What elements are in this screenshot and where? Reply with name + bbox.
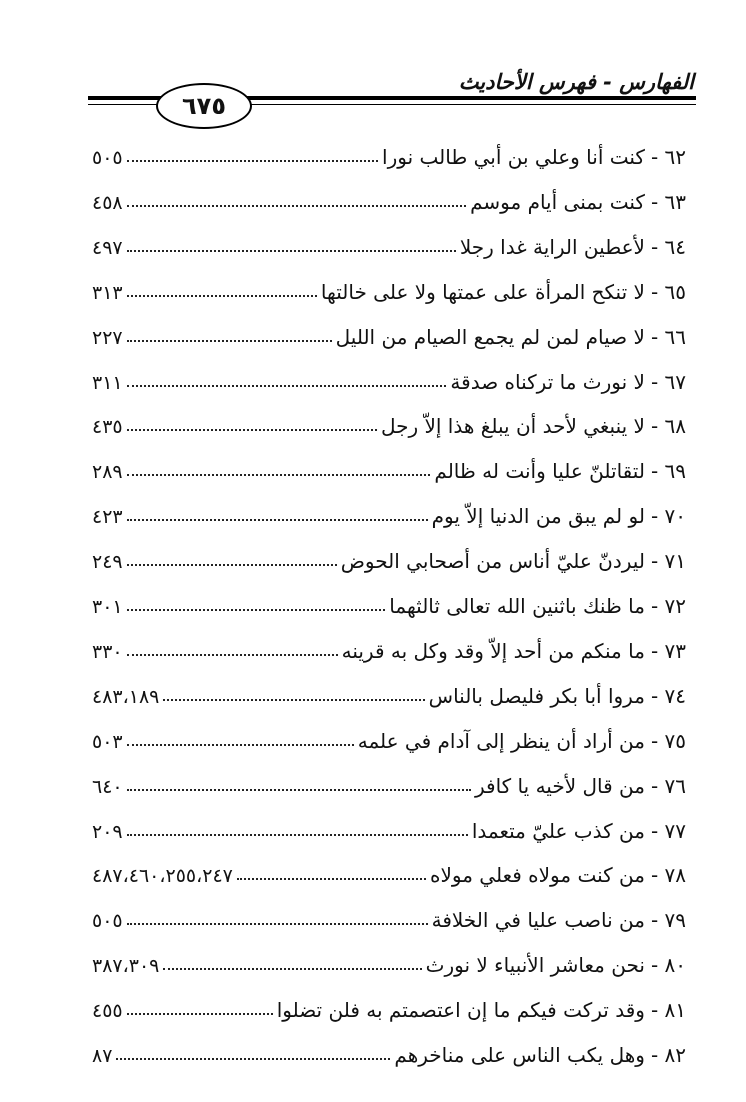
entry-number: ٦٨ - xyxy=(650,414,686,439)
index-entry xyxy=(92,898,686,932)
entry-page-numbers: ٣١١ xyxy=(92,371,123,394)
entry-hadith-text: لا نورث ما تركناه صدقة xyxy=(450,369,645,394)
entry-page-numbers: ٢٠٩ xyxy=(92,820,123,843)
entry-number: ٦٢ - xyxy=(650,145,686,169)
entry-hadith-text: نحن معاشر الأنبياء لا نورث xyxy=(425,953,645,978)
dot-leader xyxy=(127,744,354,746)
index-entry xyxy=(92,1033,686,1067)
entry-number: ٧٤ - xyxy=(650,683,686,708)
index-entry xyxy=(92,988,686,1022)
index-entry xyxy=(92,494,686,528)
entry-number: ٦٣ - xyxy=(650,189,686,214)
index-entry xyxy=(92,539,686,573)
dot-leader xyxy=(163,968,421,970)
index-entry xyxy=(92,764,686,798)
entry-hadith-text: لو لم يبق من الدنيا إلاّ يوم xyxy=(431,504,645,529)
entry-page-numbers: ٢٢٧ xyxy=(92,326,123,349)
index-entry xyxy=(92,135,686,169)
entry-hadith-text: لتقاتلنّ عليا وأنت له ظالم xyxy=(434,459,645,484)
entry-hadith-text: من أراد أن ينظر إلى آدام في علمه xyxy=(357,728,645,753)
entry-number: ٦٧ - xyxy=(650,369,686,394)
entry-hadith-text: من قال لأخيه يا كافر xyxy=(474,773,645,798)
entry-number: ٧٧ - xyxy=(650,818,686,843)
entry-number: ٦٦ - xyxy=(650,324,686,349)
entry-hadith-text: لا تنكح المرأة على عمتها ولا على خالتها xyxy=(320,279,645,304)
entry-page-numbers: ٤٢٣ xyxy=(92,506,123,529)
dot-leader xyxy=(127,923,428,925)
index-entry xyxy=(92,404,686,438)
dot-leader xyxy=(127,654,338,656)
entry-hadith-text: ما ظنك باثنين الله تعالى ثالثهما xyxy=(389,594,645,618)
page-number: ٦٧٥ xyxy=(156,83,252,129)
dot-leader xyxy=(163,699,424,701)
entry-page-numbers: ٤٣٥ xyxy=(92,416,123,439)
entry-page-numbers: ٤٥٨ xyxy=(92,191,123,214)
index-entry xyxy=(92,270,686,304)
entry-hadith-text: لأعطين الراية غدا رجلا xyxy=(459,234,645,259)
index-entry xyxy=(92,449,686,483)
entry-number: ٦٤ - xyxy=(650,234,686,259)
dot-leader xyxy=(237,878,426,880)
dot-leader xyxy=(127,834,468,836)
entry-hadith-text: وهل يكب الناس على مناخرهم xyxy=(394,1043,645,1067)
entry-number: ٧١ - xyxy=(650,549,686,574)
entry-number: ٧٩ - xyxy=(650,908,686,933)
entry-hadith-text: كنت بمنى أيام موسم xyxy=(470,189,645,214)
dot-leader xyxy=(127,609,386,611)
entry-page-numbers: ٥٠٥ xyxy=(92,910,123,933)
dot-leader xyxy=(127,564,337,566)
entry-page-numbers: ٣٠١ xyxy=(92,596,123,618)
entry-hadith-text: كنت أنا وعلي بن أبي طالب نورا xyxy=(382,145,645,169)
entry-hadith-text: من كذب عليّ متعمدا xyxy=(471,818,645,843)
entry-page-numbers: ٤٩٧ xyxy=(92,236,123,259)
entry-page-numbers: ٣١٣ xyxy=(92,281,123,304)
running-title: الفهارس - فهرس الأحاديث xyxy=(458,70,694,94)
entry-page-numbers: ٥٠٣ xyxy=(92,730,123,753)
dot-leader xyxy=(127,340,332,342)
entry-page-numbers: ٤٥٥ xyxy=(92,1000,123,1023)
entry-number: ٧٢ - xyxy=(650,594,686,618)
entry-number: ٧٨ - xyxy=(650,863,686,888)
entry-number: ٧٠ - xyxy=(650,504,686,529)
entry-hadith-text: لا ينبغي لأحد أن يبلغ هذا إلاّ رجل xyxy=(380,414,645,439)
index-entry xyxy=(92,584,686,618)
entry-page-numbers: ٢٨٩ xyxy=(92,461,123,484)
dot-leader xyxy=(127,250,456,252)
entry-page-numbers: ٣٨٧،٣٠٩ xyxy=(92,955,160,978)
index-entry xyxy=(92,180,686,214)
index-entry xyxy=(92,360,686,394)
entry-page-numbers: ٥٠٥ xyxy=(92,147,123,169)
entry-page-numbers: ٦٤٠ xyxy=(92,775,123,798)
index-entry xyxy=(92,315,686,349)
dot-leader xyxy=(127,160,378,162)
index-entry xyxy=(92,719,686,753)
entry-page-numbers: ٣٣٠ xyxy=(92,640,123,663)
entry-number: ٨٢ - xyxy=(650,1043,686,1067)
entry-page-numbers: ٤٨٧،٤٦٠،٢٥٥،٢٤٧ xyxy=(92,865,233,888)
dot-leader xyxy=(127,519,428,521)
entry-hadith-text: ما منكم من أحد إلاّ وقد وكل به قرينه xyxy=(341,638,645,663)
entry-hadith-text: ليردنّ عليّ أناس من أصحابي الحوض xyxy=(340,549,645,574)
dot-leader xyxy=(127,1013,273,1015)
entry-number: ٨٠ - xyxy=(650,953,686,978)
dot-leader xyxy=(127,295,317,297)
index-entry xyxy=(92,674,686,708)
dot-leader xyxy=(127,789,471,791)
dot-leader xyxy=(127,429,377,431)
entry-number: ٧٣ - xyxy=(650,638,686,663)
index-entry xyxy=(92,853,686,887)
entry-number: ٧٦ - xyxy=(650,773,686,798)
entry-page-numbers: ٤٨٣،١٨٩ xyxy=(92,685,160,708)
entry-number: ٨١ - xyxy=(650,998,686,1023)
entry-number: ٧٥ - xyxy=(650,728,686,753)
entry-hadith-text: وقد تركت فيكم ما إن اعتصمتم به فلن تضلوا xyxy=(276,998,645,1023)
entry-hadith-text: من ناصب عليا في الخلافة xyxy=(431,908,645,933)
entry-hadith-text: مروا أبا بكر فليصل بالناس xyxy=(428,683,645,708)
entry-number: ٦٩ - xyxy=(650,459,686,484)
index-entry xyxy=(92,943,686,977)
entry-page-numbers: ٢٤٩ xyxy=(92,551,123,574)
dot-leader xyxy=(116,1058,390,1060)
dot-leader xyxy=(127,385,447,387)
entry-page-numbers: ٨٧ xyxy=(92,1045,113,1067)
entry-hadith-text: لا صيام لمن لم يجمع الصيام من الليل xyxy=(335,324,645,349)
entry-hadith-text: من كنت مولاه فعلي مولاه xyxy=(430,863,645,888)
index-entry xyxy=(92,629,686,663)
index-entry xyxy=(92,809,686,843)
dot-leader xyxy=(127,474,431,476)
index-entry xyxy=(92,225,686,259)
dot-leader xyxy=(127,205,466,207)
entry-number: ٦٥ - xyxy=(650,279,686,304)
